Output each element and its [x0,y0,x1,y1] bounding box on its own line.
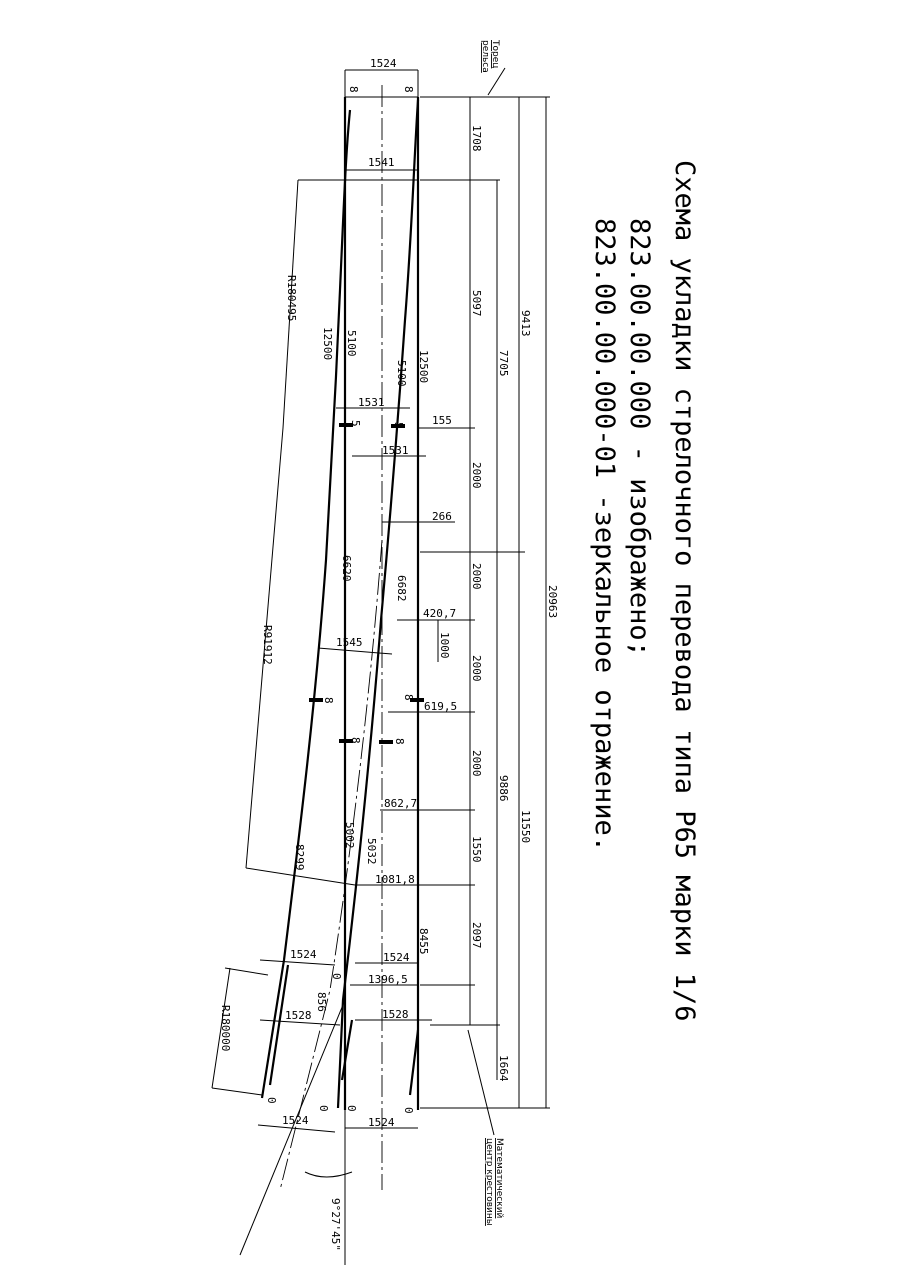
dim-7705: 7705 [497,350,510,377]
dim-1545: 1545 [336,636,363,649]
dim-1541: 1541 [368,156,395,169]
svg-text:0: 0 [265,1097,278,1104]
dim-12500-left: 12500 [321,327,334,361]
dim-6620: 6620 [340,555,353,582]
dim-8455: 8455 [417,928,430,955]
dim-862-7: 862,7 [384,797,418,810]
svg-text:8: 8 [347,86,360,93]
dim-1524-top: 1524 [370,57,397,70]
dim-1396-5: 1396,5 [368,973,408,986]
svg-text:8: 8 [393,738,406,745]
title-line-1: Схема укладки стрелочного перевода типа Р65 марки 1/6 [669,160,700,1022]
dim-11550: 11550 [519,810,532,844]
dim-9886: 9886 [497,775,510,802]
svg-text:0: 0 [330,973,343,980]
dim-420-7: 420,7 [423,607,457,620]
dim-266: 266 [432,510,452,523]
svg-text:Торец: Торец [490,40,500,69]
svg-text:5: 5 [392,422,405,429]
dim-1524-mid-left: 1524 [290,948,317,961]
dim-8299: 8299 [293,844,306,871]
dim-5097: 5097 [470,290,483,317]
svg-text:8: 8 [349,737,362,744]
svg-text:0: 0 [345,1105,358,1112]
dim-1524-mid-right: 1524 [383,951,410,964]
svg-text:центр крестовины: центр крестовины [484,1138,494,1226]
dimension-chains [420,97,550,1108]
svg-text:8: 8 [402,86,415,93]
dim-5002: 5002 [343,822,356,849]
dim-1528-left: 1528 [285,1009,312,1022]
dim-1708: 1708 [470,125,483,152]
rail-end-note [480,39,505,95]
svg-text:8: 8 [402,694,415,701]
dim-1664: 1664 [497,1055,510,1082]
dim-619-5: 619,5 [424,700,458,713]
dim-5100-left: 5100 [345,330,358,357]
dim-r91912: R91912 [261,625,274,665]
dim-1531-lower: 1531 [382,444,409,457]
dim-2000-b: 2000 [470,563,483,590]
dim-2000-d: 2000 [470,750,483,777]
svg-text:0: 0 [402,1107,415,1114]
dim-1081-8: 1081,8 [375,873,415,886]
dim-6682: 6682 [395,575,408,602]
dim-856: 856 [315,992,328,1012]
diverging-track [240,100,418,1265]
svg-text:8: 8 [322,697,335,704]
dim-1531-upper: 1531 [358,396,385,409]
svg-text:5: 5 [349,420,362,427]
dim-1550: 1550 [470,836,483,863]
dim-angle: 9°27'45" [329,1198,342,1251]
dim-2097: 2097 [470,922,483,949]
dim-2000-c: 2000 [470,655,483,682]
dim-1524-bottom-right: 1524 [368,1116,395,1129]
svg-text:рельса: рельса [480,40,490,73]
dim-155: 155 [432,414,452,427]
dim-1000: 1000 [438,632,451,659]
dim-5032: 5032 [365,838,378,865]
dim-9413: 9413 [519,310,532,337]
dim-1528-right: 1528 [382,1008,409,1021]
dim-5100-right: 5100 [395,360,408,387]
dim-20963: 20963 [546,585,559,619]
dim-12500-right: 12500 [417,350,430,384]
svg-text:0: 0 [317,1105,330,1112]
title-line-3: 823.00.00.000-01 -зеркальное отражение. [589,218,620,852]
svg-text:Математический: Математический [494,1138,504,1219]
straight-track [345,70,418,1190]
dim-1524-bottom-left: 1524 [282,1114,309,1127]
dim-r180495: R180495 [285,275,298,322]
dim-r180000: R180000 [219,1005,232,1052]
dim-2000-a: 2000 [470,462,483,489]
drawing-title [589,160,700,1022]
title-line-2: 823.00.00.000 - изображено; [624,218,655,657]
